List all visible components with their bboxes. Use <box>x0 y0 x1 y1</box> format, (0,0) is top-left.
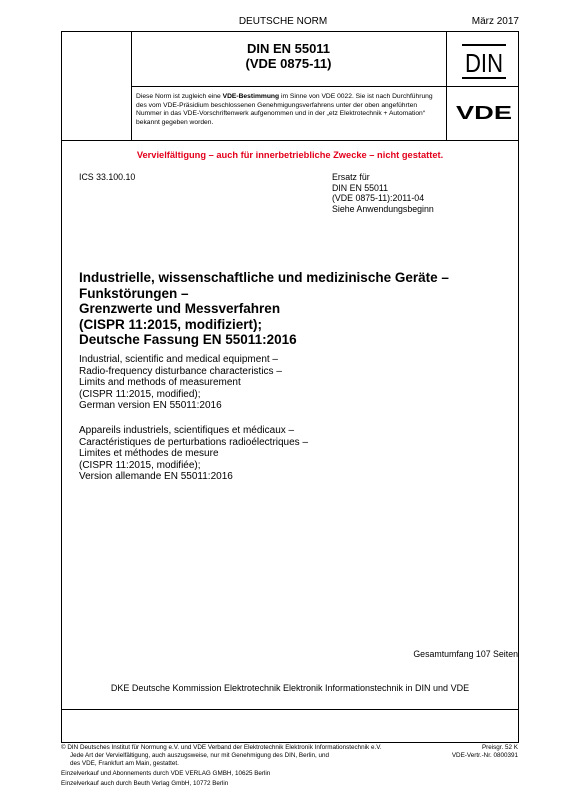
total-pages: Gesamtumfang 107 Seiten <box>413 649 518 659</box>
replacement-line: (VDE 0875-11):2011-04 <box>332 193 425 204</box>
title-english <box>79 354 509 412</box>
copyright-line: © DIN Deutsches Institut für Normung e.V. und VDE Verband der Elektrotechnik Elektronik Informationstechnik e.V. <box>61 744 382 751</box>
copy-warning: Vervielfältigung – auch für innerbetriebliche Zwecke – nicht gestattet. <box>136 150 444 160</box>
replacement-info <box>332 172 434 214</box>
vde-logo-text: VDE <box>456 104 512 121</box>
din-logo-text: DIN <box>465 48 503 78</box>
title-line: Funkstörungen – <box>79 285 189 301</box>
vde-notice <box>136 93 442 127</box>
notice-prefix: Diese Norm ist zugleich eine <box>136 93 223 100</box>
title-line: Version allemande EN 55011:2016 <box>79 471 233 483</box>
title-line: Appareils industriels, scientifiques et médicaux – <box>79 425 295 436</box>
title-line: German version EN 55011:2016 <box>79 400 222 412</box>
publication-date: März 2017 <box>471 16 519 27</box>
title-line: Deutsche Fassung EN 55011:2016 <box>79 332 297 347</box>
vde-number: (VDE 0875-11) <box>245 56 332 71</box>
din-logo <box>462 44 506 80</box>
divider-title <box>131 86 519 87</box>
price-group: Preisgr. 52 K <box>481 744 518 751</box>
title-line: Limits and methods of measurement <box>79 377 241 389</box>
vde-order-number: VDE-Vertr.-Nr. 0800391 <box>451 751 518 759</box>
copyright-line: Jede Art der Vervielfältigung, auch auszugsweise, nur mit Genehmigung des DIN, Berlin, und <box>70 751 330 759</box>
sales-info <box>61 769 270 788</box>
title-line: (CISPR 11:2015, modifiziert); <box>79 316 263 332</box>
order-info <box>452 744 518 760</box>
norm-type: DEUTSCHE NORM <box>238 16 328 27</box>
sales-line: Einzelverkauf auch durch Beuth Verlag GmbH, 10772 Berlin <box>61 779 229 787</box>
title-line: Limites et méthodes de mesure <box>79 448 219 460</box>
title-german <box>79 270 509 348</box>
standard-number: DIN EN 55011 <box>246 41 331 56</box>
copyright-line: des VDE, Frankfurt am Main, gestattet. <box>70 759 179 767</box>
title-line: Industrielle, wissenschaftliche und medizinische Geräte – <box>79 270 449 285</box>
divider-logo-column <box>446 31 447 140</box>
title-line: Radio-frequency disturbance characteristics – <box>79 365 282 377</box>
vde-logo <box>455 104 513 121</box>
divider-footer <box>61 709 519 710</box>
title-line: (CISPR 11:2015, modified); <box>79 388 201 400</box>
notice-body: im Sinne von VDE 0022. Sie ist nach Durchführung des vom VDE-Präsidium beschlossenen Genehmigungsverfahrens unter der oben angeführten Nummer in das VDE-Vorschriftenwerk aufgenommen und in der „etz Elektrotechnik + Automation“ bekannt gegeben worden. <box>136 93 433 126</box>
ics-code: ICS 33.100.10 <box>79 172 136 182</box>
title-line: Industrial, scientific and medical equipment – <box>79 354 278 365</box>
replacement-line: Siehe Anwendungsbeginn <box>332 203 434 214</box>
notice-emphasis: VDE-Bestimmung <box>222 93 280 100</box>
title-line: Caractéristiques de perturbations radioélectriques – <box>79 436 309 448</box>
sales-line: Einzelverkauf und Abonnements durch VDE VERLAG GMBH, 10625 Berlin <box>61 770 271 777</box>
divider-header <box>61 140 519 141</box>
title-line: Grenzwerte und Messverfahren <box>79 301 281 316</box>
title-line: (CISPR 11:2015, modifiée); <box>79 459 201 471</box>
replacement-line: Ersatz für <box>332 172 370 182</box>
copyright-notice <box>61 744 441 767</box>
replacement-line: DIN EN 55011 <box>332 182 389 193</box>
title-french <box>79 425 509 483</box>
committee: DKE Deutsche Kommission Elektrotechnik Elektronik Informationstechnik in DIN und VDE <box>110 683 470 693</box>
